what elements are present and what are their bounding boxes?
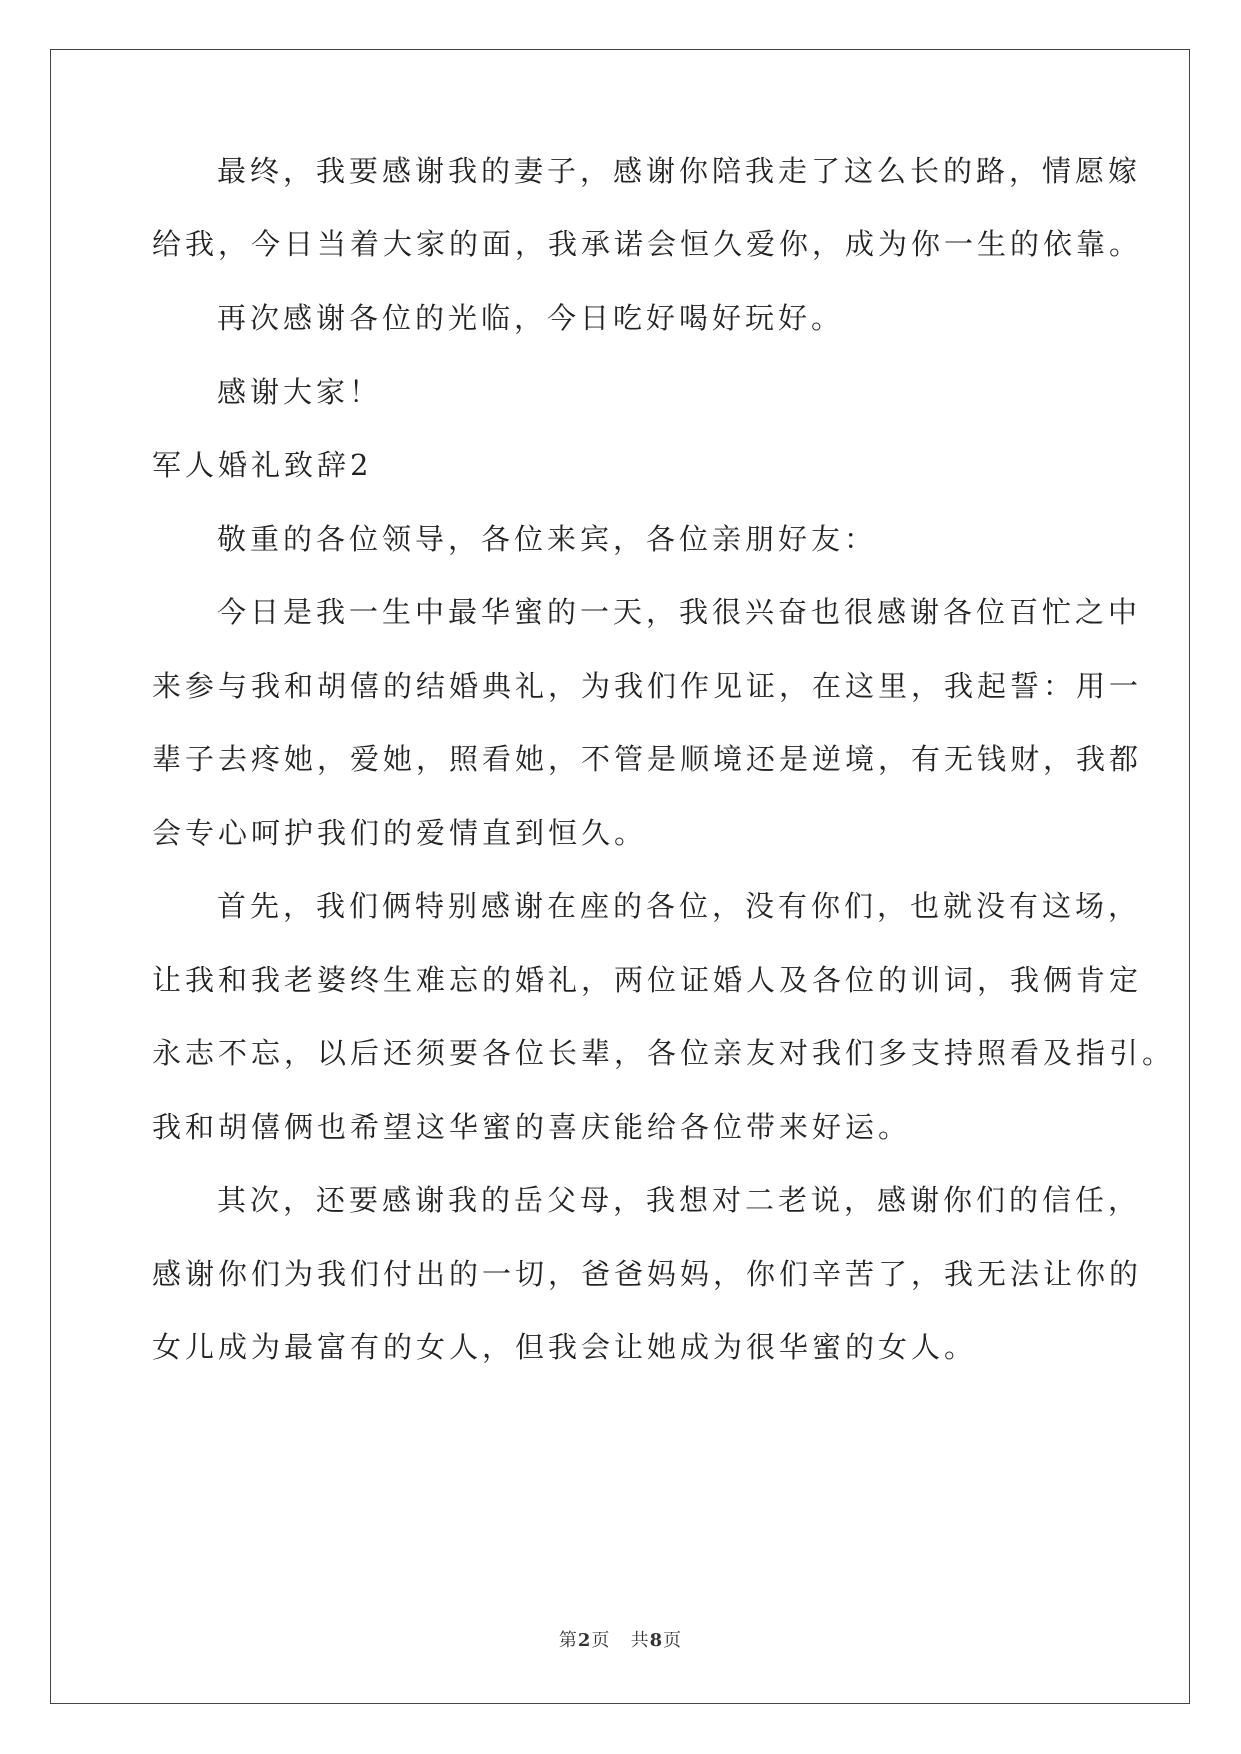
total-pages-number: 8 [649,1630,664,1651]
footer-total-suffix: 页 [663,1630,683,1651]
paragraph-line: 让我和我老婆终生难忘的婚礼，两位证婚人及各位的训词，我俩肯定 [152,963,1143,997]
page-footer [0,1626,1241,1652]
paragraph-line: 永志不忘，以后还须要各位长辈，各位亲友对我们多支持照看及指引。 [152,1036,1176,1070]
paragraph-line: 女儿成为最富有的女人，但我会让她成为很华蜜的女人。 [152,1330,978,1364]
paragraph-line: 其次，还要感谢我的岳父母，我想对二老说，感谢你们的信任， [217,1183,1142,1217]
paragraph-line: 来参与我和胡僖的结婚典礼，为我们作见证，在这里，我起誓：用一 [152,669,1143,703]
footer-page-suffix: 页 [591,1630,611,1651]
paragraph-line: 会专心呵护我们的爱情直到恒久。 [152,816,648,850]
paragraph-line: 敬重的各位领导，各位来宾，各位亲朋好友： [217,522,878,556]
document-body [152,0,1176,1754]
paragraph-line: 今日是我一生中最华蜜的一天，我很兴奋也很感谢各位百忙之中 [217,595,1142,629]
paragraph-line: 感谢大家！ [217,375,383,409]
section-heading: 军人婚礼致辞2 [152,448,373,482]
footer-total-prefix: 共 [630,1630,650,1651]
paragraph-line: 再次感谢各位的光临，今日吃好喝好玩好。 [217,301,845,335]
current-page-number: 2 [577,1630,592,1651]
paragraph-line: 首先，我们俩特别感谢在座的各位，没有你们，也就没有这场， [217,889,1142,923]
paragraph-line: 感谢你们为我们付出的一切，爸爸妈妈，你们辛苦了，我无法让你的 [152,1257,1143,1291]
paragraph-line: 辈子去疼她，爱她，照看她，不管是顺境还是逆境，有无钱财，我都 [152,742,1143,776]
paragraph-line: 我和胡僖俩也希望这华蜜的喜庆能给各位带来好运。 [152,1110,912,1144]
paragraph-line: 给我，今日当着大家的面，我承诺会恒久爱你，成为你一生的依靠。 [152,227,1143,261]
paragraph-line: 最终，我要感谢我的妻子，感谢你陪我走了这么长的路，情愿嫁 [217,154,1142,188]
footer-prefix: 第 [558,1630,578,1651]
